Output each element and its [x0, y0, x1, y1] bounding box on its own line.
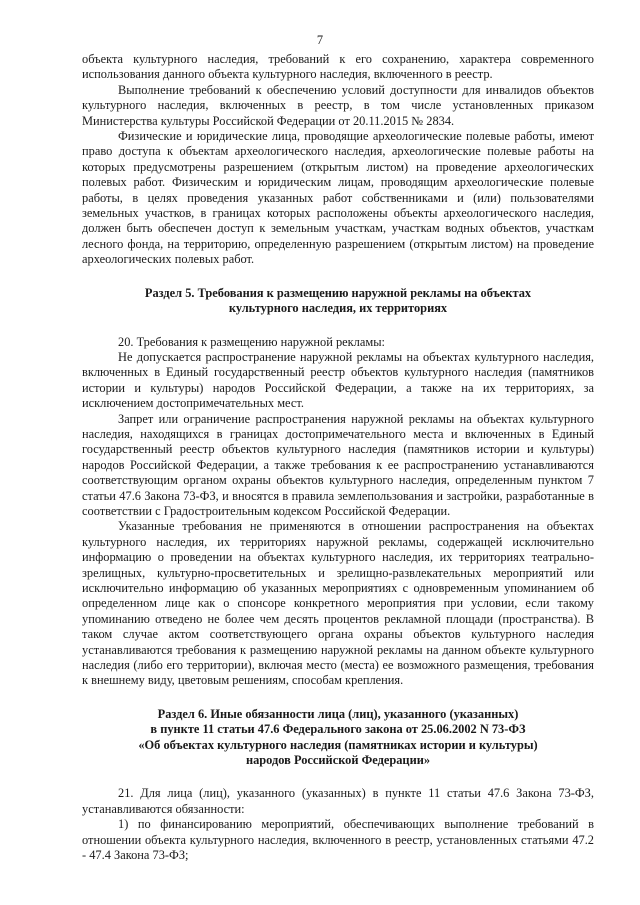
- section-6-heading: [82, 707, 594, 769]
- paragraph: 20. Требования к размещению наружной рекламы:: [118, 334, 385, 349]
- section-heading-line: Раздел 6. Иные обязанности лица (лиц), указанного (указанных): [157, 706, 519, 721]
- page-number: 7: [316, 33, 324, 47]
- paragraph: 21. Для лица (лиц), указанного (указанных) в пункте 11 статьи 47.6 Закона 73-ФЗ, устанавливаются обязанности:: [82, 786, 594, 816]
- paragraph: Запрет или ограничение распространения наружной рекламы на объектах культурного наследия, находящихся в границах достопримечательного места и включенных в Единый государственный реестр объектов культурного наследия (памятников истории и культуры) народов Российской Федерации, а также требования к ее распространению устанавливаются соответствующим органом охраны объектов культурного наследия, определенным пунктом 7 статьи 47.6 Закона 73-ФЗ, и вносятся в правила землепользования и застройки, разработанные в соответствии с Градостроительным кодексом Российской Федерации.: [82, 411, 594, 518]
- section-heading-line: Раздел 5. Требования к размещению наружной рекламы на объектах: [144, 285, 532, 300]
- section-heading-line: народов Российской Федерации»: [245, 753, 431, 768]
- document-body: [82, 52, 594, 864]
- paragraph: Физические и юридические лица, проводящие археологические полевые работы, имеют право доступа к объектам археологического наследия, археологические полевые работы на которых предусмотрены разрешением (открытым листом) на проведение археологических полевых работ. Физическим и юридическим лицам, проводящим археологические полевые работы, в целях проведения указанных работ собственниками и (или) пользователями земельных участков, в границах которых расположены объекты археологического наследия, должен быть обеспечен доступ к земельным участкам, участкам водных объектов, участкам лесного фонда, на территорию, определенную разрешением (открытым листом) на проведение археологических полевых работ.: [82, 129, 594, 267]
- section-heading-line: «Об объектах культурного наследия (памятниках истории и культуры): [138, 737, 538, 752]
- paragraph: Не допускается распространение наружной рекламы на объектах культурного наследия, включенных в Единый государственный реестр объектов культурного наследия (памятников истории и культуры) народов Российской Федерации, а также на их территориях, за исключением достопримечательных мест.: [82, 349, 594, 411]
- section-heading-line: культурного наследия, их территориях: [228, 301, 448, 316]
- section-heading-line: в пункте 11 статьи 47.6 Федерального закона от 25.06.2002 N 73-ФЗ: [150, 722, 526, 737]
- paragraph: Указанные требования не применяются в отношении распространения на объектах культурного наследия, их территориях наружной рекламы, содержащей исключительно информацию о проведении на объектах культурного наследия, их территориях театрально-зрелищных, культурно-просветительных и зрелищно-развлекательных мероприятий или исключительно информацию об указанных мероприятиях с одновременным упоминанием об определенном лице как о спонсоре конкретного мероприятия при условии, если такому упоминанию отведено не более чем десять процентов рекламной площади (пространства). В таком случае актом соответствующего органа охраны объектов культурного наследия устанавливаются требования к размещению наружной рекламы на данном объекте культурного наследия (либо его территории), включая место (места) ее возможного размещения, требования к внешнему виду, цветовым решениям, способам крепления.: [82, 519, 594, 688]
- paragraph: объекта культурного наследия, требований к его сохранению, характера современного использования данного объекта культурного наследия, включенного в реестр.: [82, 52, 594, 82]
- paragraph: Выполнение требований к обеспечению условий доступности для инвалидов объектов культурного наследия, включенных в реестр, в том числе установленных приказом Министерства культуры Российской Федерации от 20.11.2015 № 2834.: [82, 82, 594, 128]
- paragraph: 1) по финансированию мероприятий, обеспечивающих выполнение требований в отношении объекта культурного наследия, включенного в реестр, установленных статьями 47.2 - 47.4 Закона 73-ФЗ;: [82, 817, 594, 863]
- section-5-heading: [82, 286, 594, 317]
